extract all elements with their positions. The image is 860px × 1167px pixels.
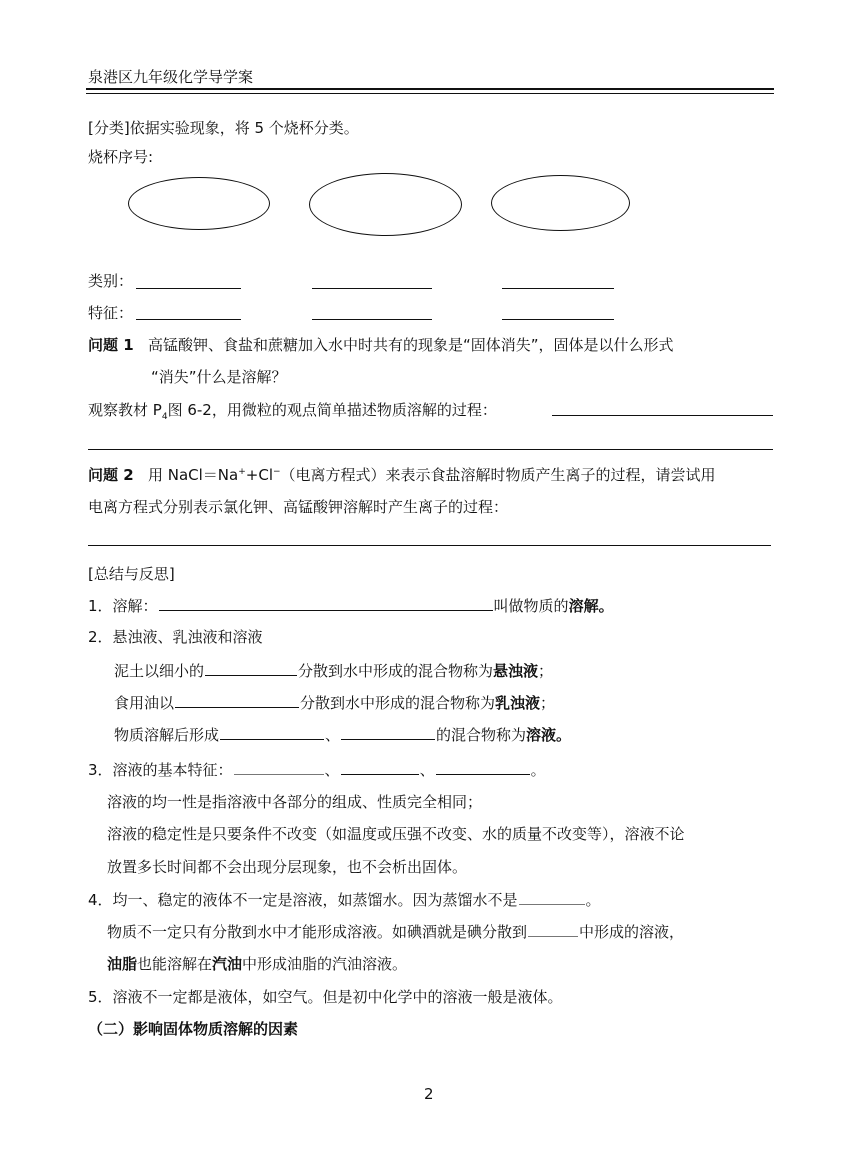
q2-line-2: 电离方程式分别表示氯化钾、高锰酸钾溶解时产生离子的过程： — [88, 498, 509, 516]
q1-line-1 — [88, 334, 674, 355]
i2-2b: 分散到水中形成的混合物称为 — [300, 694, 496, 712]
summary-item-2-1 — [114, 659, 553, 681]
observe-text-a: 观察教材 P — [88, 401, 162, 419]
type-blank-3[interactable] — [502, 288, 614, 289]
q2-line-1 — [88, 464, 716, 485]
classify-text: 依据实验现象，将 5 个烧杯分类。 — [129, 119, 359, 137]
i2-1a: 泥土以细小的 — [114, 662, 205, 680]
i2-3-blank-1[interactable] — [220, 723, 324, 740]
header-rule-thin — [86, 93, 774, 94]
i4-l2a: 物质不一定只有分散到水中才能形成溶液。如碘酒就是碘分散到 — [107, 923, 528, 941]
i1-b: 叫做物质的 — [493, 597, 569, 615]
summary-title: [总结与反思] — [88, 565, 175, 583]
i1-c: 溶解。 — [568, 597, 614, 615]
classify-bracket: [分类] — [88, 119, 130, 137]
q2-tag: 问题 2 — [88, 466, 134, 484]
i1-blank[interactable] — [159, 594, 493, 611]
i4-l3b: 也能溶解在 — [137, 955, 213, 973]
summary-item-5: 5．溶液不一定都是液体，如空气。但是初中化学中的溶液一般是液体。 — [88, 988, 563, 1006]
summary-item-3 — [88, 758, 546, 780]
i2-2a: 食用油以 — [114, 694, 175, 712]
beaker-seq-label: 烧杯序号: — [88, 148, 154, 166]
group-ellipse-1[interactable] — [128, 177, 270, 230]
summary-item-3-line-1: 溶液的均一性是指溶液中各部分的组成、性质完全相同； — [107, 793, 483, 811]
i4-l3d: 中形成油脂的汽油溶液。 — [242, 955, 408, 973]
section-2-heading: （二）影响固体物质溶解的因素 — [88, 1020, 299, 1038]
i2-3a: 物质溶解后形成 — [114, 726, 220, 744]
i2-3d: 溶液。 — [526, 726, 572, 744]
i4-l3c: 汽油 — [212, 955, 243, 973]
summary-item-2-2 — [114, 691, 555, 713]
i2-1-blank[interactable] — [205, 659, 297, 676]
group-ellipse-3[interactable] — [491, 175, 630, 231]
i2-2-blank[interactable] — [175, 691, 299, 708]
i4-a: 4．均一、稳定的液体不一定是溶液，如蒸馏水。因为蒸馏水不是 — [88, 891, 518, 909]
i3-blank-1[interactable] — [234, 758, 324, 775]
feature-blank-1[interactable] — [136, 319, 241, 320]
i3-sep-1: 、 — [324, 761, 340, 779]
summary-item-3-line-3: 放置多长时间都不会出现分层现象，也不会析出固体。 — [107, 858, 468, 876]
q2-eq-sup1: + — [238, 467, 246, 477]
q2-eq-mid: +Cl — [245, 466, 273, 484]
observe-subscript: 4 — [161, 412, 168, 422]
i3-blank-3[interactable] — [436, 758, 530, 775]
summary-item-4-line-3 — [107, 953, 407, 974]
page-number: 2 — [424, 1085, 434, 1103]
summary-item-2-3 — [114, 723, 571, 745]
summary-item-3-line-2: 溶液的稳定性是只要条件不改变（如温度或压强不改变、水的质量不改变等），溶液不论 — [107, 825, 685, 843]
i3-end: 。 — [530, 761, 546, 779]
q2-eq-pre: 用 NaCl＝Na — [147, 466, 239, 484]
i1-a: 1．溶解： — [88, 597, 158, 615]
observe-text-b: 图 6-2，用微粒的观点简单描述物质溶解的过程： — [167, 401, 497, 419]
i4-l2b: 中形成的溶液， — [579, 923, 685, 941]
q1-answer-blank-1[interactable] — [552, 415, 773, 416]
type-blank-1[interactable] — [136, 288, 241, 289]
q1-tag: 问题 1 — [88, 336, 134, 354]
summary-item-4-line-2 — [107, 920, 684, 942]
i4-end: 。 — [585, 891, 601, 909]
i2-2c: 乳浊液 — [495, 694, 541, 712]
q1-answer-blank-2[interactable] — [88, 449, 773, 450]
group-ellipse-2[interactable] — [309, 173, 462, 236]
summary-item-2: 2．悬浊液、乳浊液和溶液 — [88, 628, 263, 646]
feature-blank-3[interactable] — [502, 319, 614, 320]
q2-eq-post: （电离方程式）来表示食盐溶解时物质产生离子的过程，请尝试用 — [280, 466, 716, 484]
i2-1b: 分散到水中形成的混合物称为 — [298, 662, 494, 680]
classify-instruction — [88, 117, 359, 138]
q1-line-2: “消失”什么是溶解？ — [151, 368, 287, 386]
type-blank-2[interactable] — [312, 288, 432, 289]
i2-3b: 、 — [325, 726, 341, 744]
header-rule-thick — [86, 88, 774, 90]
i4-blank-2[interactable] — [528, 920, 578, 937]
i3-sep-2: 、 — [419, 761, 435, 779]
i4-l3a: 油脂 — [107, 955, 138, 973]
q1-text-1: 高锰酸钾、食盐和蔗糖加入水中时共有的现象是“固体消失”，固体是以什么形式 — [147, 336, 674, 354]
q1-observe — [88, 399, 497, 422]
page-header-title: 泉港区九年级化学导学案 — [88, 68, 254, 86]
q2-answer-blank[interactable] — [88, 545, 771, 546]
summary-item-4 — [88, 888, 601, 910]
feature-label: 特征： — [88, 304, 134, 322]
i2-2d: ； — [540, 694, 556, 712]
i2-3-blank-2[interactable] — [341, 723, 435, 740]
i2-3c: 的混合物称为 — [436, 726, 527, 744]
i3-blank-2[interactable] — [341, 758, 419, 775]
feature-blank-2[interactable] — [312, 319, 432, 320]
i4-blank-1[interactable] — [519, 888, 585, 905]
summary-item-1 — [88, 594, 614, 616]
q2-eq-sup2: − — [273, 467, 281, 477]
i2-1c: 悬浊液 — [493, 662, 539, 680]
i3-a: 3．溶液的基本特征： — [88, 761, 233, 779]
type-label: 类别： — [88, 272, 134, 290]
i2-1d: ； — [538, 662, 554, 680]
